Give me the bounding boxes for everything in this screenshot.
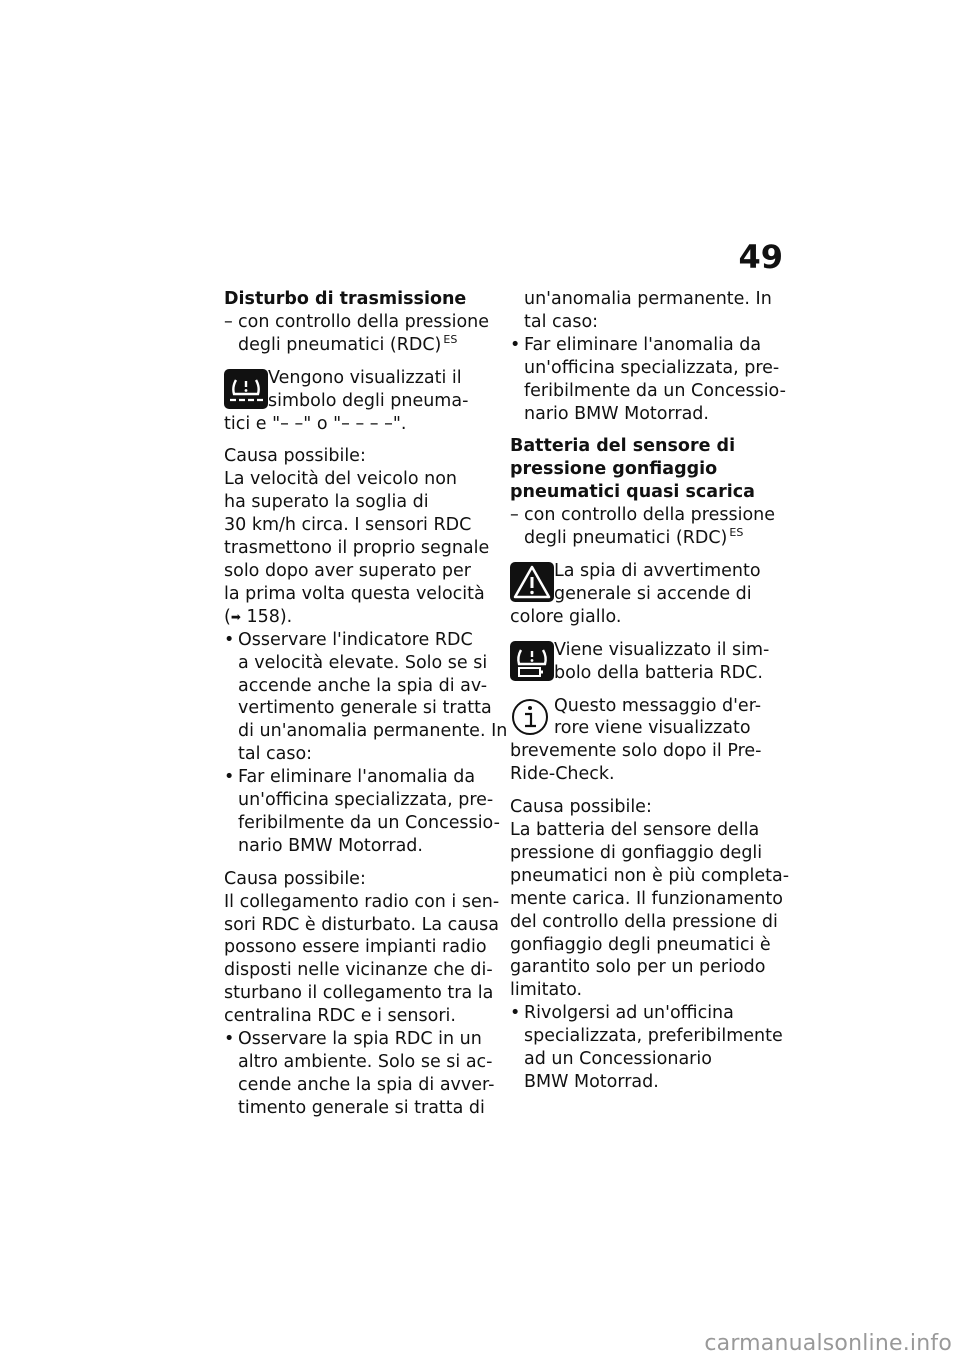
- section-heading-battery: Batteria del sensore di: [510, 436, 736, 457]
- text-line: la prima volta questa velocità: [224, 583, 485, 604]
- text-line: tici e "– –" o "– – – –".: [224, 413, 407, 434]
- text-line: Rivolgersi ad un'officina: [524, 1003, 734, 1024]
- bullet-marker: •: [510, 1003, 521, 1024]
- text-line: Osservare l'indicatore RDC: [238, 629, 473, 650]
- right-column: [510, 288, 790, 1094]
- info-note: [510, 695, 782, 787]
- text-line: BMW Motorrad.: [524, 1072, 659, 1092]
- text-line: sori RDC è disturbato. La causa: [224, 914, 499, 935]
- text-line: pressione di gonfiaggio degli: [510, 842, 763, 863]
- text-line: brevemente solo dopo il Pre-: [510, 741, 762, 762]
- text-line: Osservare la spia RDC in un: [238, 1029, 482, 1050]
- left-column: [224, 288, 508, 1120]
- text-line: ad un Concessionario: [524, 1049, 712, 1070]
- bullet-continuation: [510, 288, 782, 334]
- text-line: simbolo degli pneuma-: [268, 390, 469, 411]
- text-line: sturbano il collegamento tra la: [224, 983, 494, 1004]
- text-line: del controllo della pressione di: [510, 911, 778, 932]
- text-line: vertimento generale si tratta: [238, 698, 492, 719]
- text-line: solo dopo aver superato per: [224, 560, 471, 581]
- warning-note: [510, 560, 782, 629]
- text-line: pneumatici non è più completa-: [510, 865, 790, 886]
- text-line: generale si accende di: [554, 583, 752, 604]
- text-line: bolo della batteria RDC.: [554, 662, 763, 683]
- text-line: garantito solo per un periodo: [510, 957, 766, 978]
- text-line: nario BMW Motorrad.: [238, 835, 423, 856]
- tire-pressure-warning-icon: [224, 369, 268, 409]
- text-line: Questo messaggio d'er-: [554, 695, 762, 716]
- bullet-item: [224, 629, 508, 766]
- text-line: 30 km/h circa. I sensori RDC: [224, 515, 472, 536]
- text-line: degli pneumatici (RDC): [238, 334, 442, 355]
- condition-item: [224, 311, 492, 357]
- section-heading-battery: pneumatici quasi scarica: [510, 482, 755, 503]
- bullet-marker: •: [224, 767, 235, 788]
- bullet-item: [510, 334, 786, 426]
- arrow-right-icon: ➡: [230, 609, 241, 624]
- text-line: possono essere impianti radio: [224, 937, 487, 958]
- text-line: tal caso:: [238, 744, 313, 765]
- text-line: specializzata, preferibilmente: [524, 1026, 783, 1047]
- watermark-url[interactable]: carmanualsonline.info: [704, 1331, 952, 1356]
- text-line: Far eliminare l'anomalia da: [524, 334, 762, 355]
- text-line: Ride-Check.: [510, 764, 615, 785]
- dash-marker: –: [224, 311, 233, 332]
- section-heading-battery: pressione gonfiaggio: [510, 459, 718, 480]
- text-line: cende anche la spia di avver-: [238, 1074, 495, 1095]
- text-line: a velocità elevate. Solo se si: [238, 652, 488, 673]
- condition-item: [510, 504, 782, 550]
- text-line: mente carica. Il funzionamento: [510, 888, 783, 909]
- text-line: rore viene visualizzato: [554, 718, 751, 739]
- text-line: tal caso:: [524, 311, 599, 332]
- bullet-item: [224, 1028, 495, 1120]
- text-line: limitato.: [510, 980, 583, 1001]
- cause-label: Causa possibile:: [510, 797, 652, 818]
- text-line: un'officina specializzata, pre-: [524, 357, 780, 378]
- text-line: un'officina specializzata, pre-: [238, 790, 494, 811]
- text-line: disposti nelle vicinanze che di-: [224, 960, 493, 981]
- text-line: feribilmente da un Concessio-: [238, 812, 500, 833]
- battery-note: [510, 639, 782, 685]
- text-line: feribilmente da un Concessio-: [524, 380, 786, 401]
- text-line: centralina RDC e i sensori.: [224, 1006, 456, 1027]
- page-reference[interactable]: (➡ 158).: [224, 606, 293, 627]
- text-line: La batteria del sensore della: [510, 820, 760, 841]
- text-line: gonfiaggio degli pneumatici è: [510, 934, 771, 955]
- text-line: trasmettono il proprio segnale: [224, 538, 490, 559]
- rdc-battery-icon: [510, 641, 554, 681]
- info-icon: [510, 697, 554, 737]
- dash-marker: –: [510, 505, 519, 526]
- page-number: 49: [738, 238, 783, 276]
- bullet-marker: •: [510, 334, 521, 355]
- text-line: Il collegamento radio con i sen-: [224, 891, 500, 912]
- text-line: un'anomalia permanente. In: [524, 289, 772, 309]
- equipment-superscript: ES: [443, 332, 458, 346]
- symbol-note: [224, 367, 492, 436]
- text-line: La velocità del veicolo non: [224, 469, 457, 490]
- text-line: degli pneumatici (RDC): [524, 528, 728, 549]
- bullet-item: [510, 1002, 782, 1094]
- text-line: con controllo della pressione: [524, 505, 776, 526]
- text-line: nario BMW Motorrad.: [524, 403, 709, 424]
- text-line: timento generale si tratta di: [238, 1097, 485, 1118]
- text-line: di un'anomalia permanente. In: [238, 721, 508, 742]
- bullet-item: [224, 766, 500, 858]
- text-line: accende anche la spia di av-: [238, 675, 488, 696]
- text-line: Vengono visualizzati il: [268, 367, 462, 388]
- text-line: Viene visualizzato il sim-: [554, 639, 770, 660]
- text-line: La spia di avvertimento: [554, 560, 761, 581]
- text-line: colore giallo.: [510, 606, 622, 627]
- bullet-marker: •: [224, 1029, 235, 1050]
- text-line: ha superato la soglia di: [224, 492, 429, 513]
- text-line: altro ambiente. Solo se si ac-: [238, 1052, 493, 1072]
- bullet-marker: •: [224, 629, 235, 650]
- text-line: con controllo della pressione: [238, 311, 490, 332]
- cause-label: Causa possibile:: [224, 868, 366, 889]
- section-heading-transmission-fault: Disturbo di trasmissione: [224, 289, 467, 309]
- text-line: Far eliminare l'anomalia da: [238, 767, 476, 788]
- cause-label: Causa possibile:: [224, 446, 366, 467]
- equipment-superscript: ES: [729, 526, 744, 540]
- warning-triangle-icon: [510, 562, 554, 602]
